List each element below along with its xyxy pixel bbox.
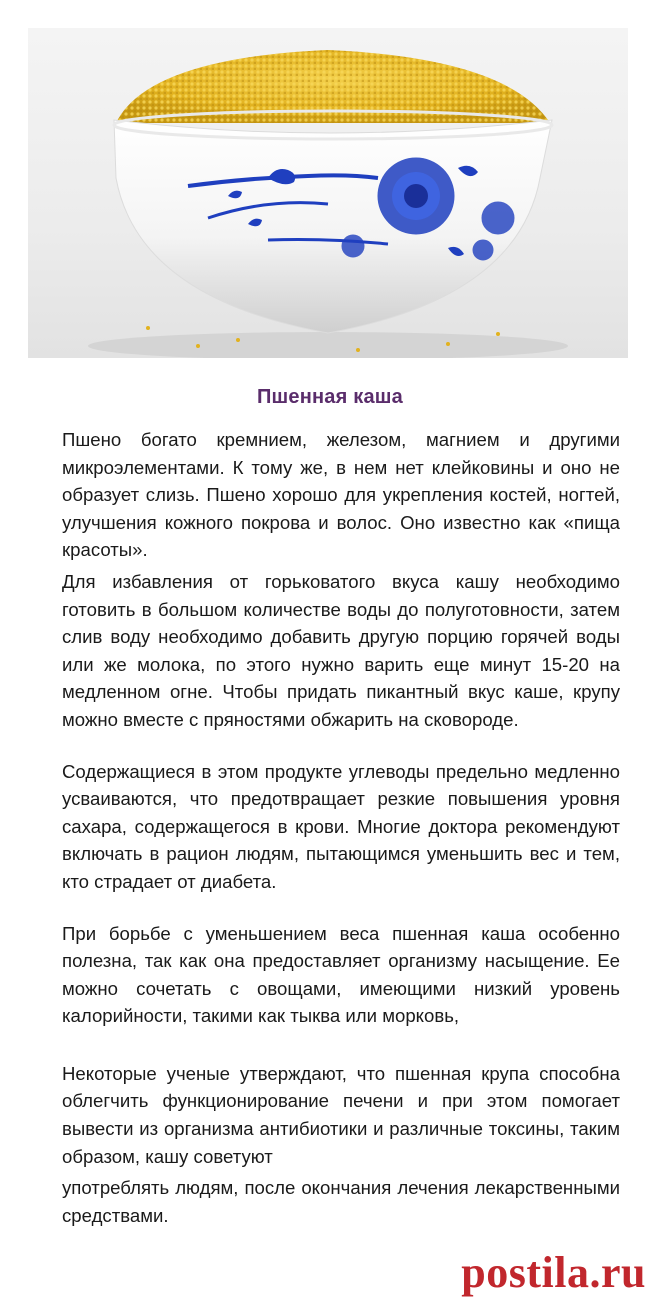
paragraph: Пшено богато кремнием, железом, магнием и другими микроэлементами. К тому же, в нем нет клейковины и оно не образует слизь. Пшено хорошо для укрепления костей, ногтей, улучшения кожного покрова и волос. Оно известно как «пища красоты».: [62, 429, 620, 561]
article-title: Пшенная каша: [256, 386, 403, 408]
postila-watermark: postila.ru: [461, 1248, 646, 1297]
paragraph: При борьбе с уменьшением веса пшенная каша особенно полезна, так как она предоставляет организму насыщение. Ее можно сочетать с овощами, имеющими низкий уровень калорийности, такими как тыква или морковь,: [62, 922, 620, 1027]
bowl-shadow: [88, 332, 568, 358]
paragraph: употреблять людям, после окончания лечения лекарственными средствами.: [62, 1177, 620, 1226]
article-body: [62, 426, 620, 1229]
millet-bowl-photo: [28, 28, 628, 358]
paragraph: Содержащиеся в этом продукте углеводы предельно медленно усваиваются, что предотвращает резкие повышения уровня сахара, содержащегося в крови. Многие доктора рекомендуют включать в рацион людям, пытающимся уменьшить вес и тем, кто страдает от диабета.: [62, 760, 620, 892]
bowl-illustration: [28, 28, 628, 358]
paragraph: Для избавления от горьковатого вкуса кашу необходимо готовить в большом количестве воды до полуготовности, затем слив воду необходимо добавить другую порцию горячей воды или же молока, по этого нужно варить еще минут 15-20 на медленном огне. Чтобы придать пикантный вкус каше, крупу можно вместе с пряностями обжарить на сковороде.: [62, 570, 620, 730]
paragraph: Некоторые ученые утверждают, что пшенная крупа способна облегчить функционирование печени и при этом помогает вывести из организма антибиотики и различные токсины, таким образом, кашу советуют: [62, 1062, 620, 1167]
